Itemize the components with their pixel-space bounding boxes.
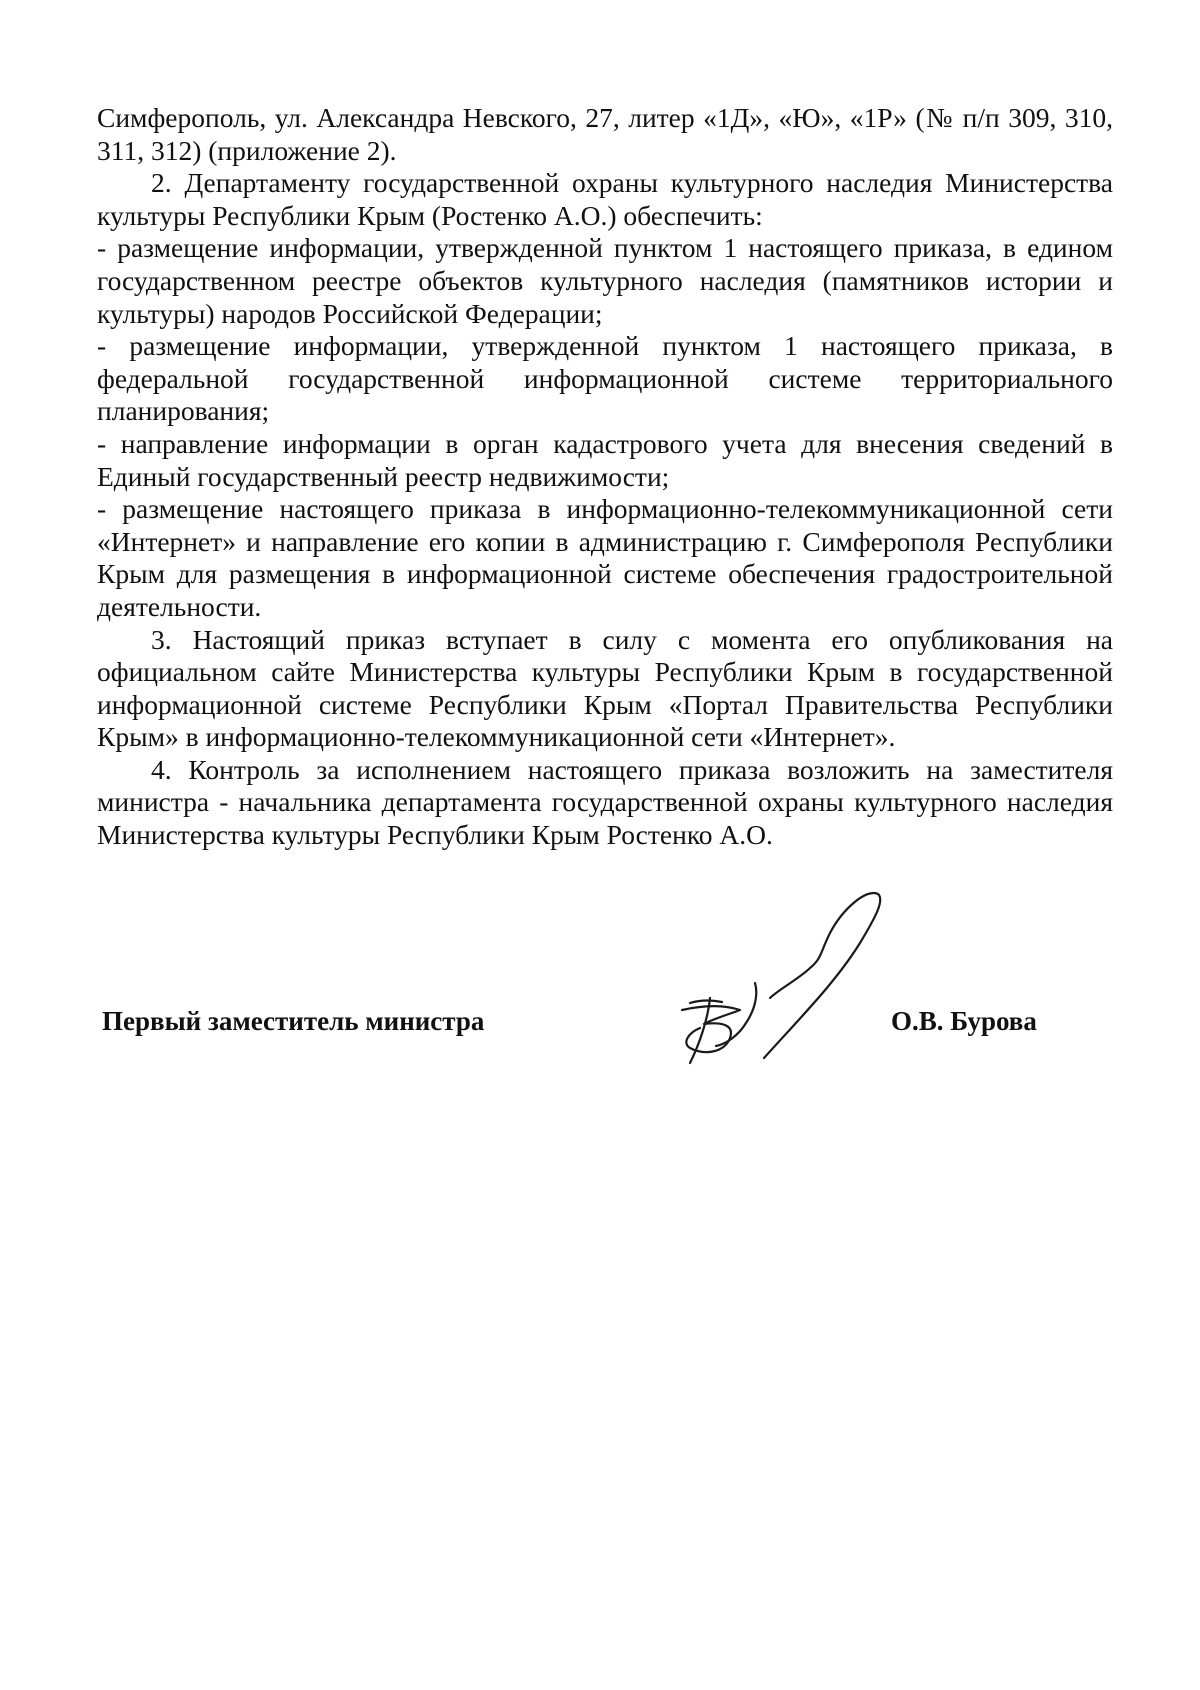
paragraph-bullet-internet-publication: - размещение настоящего приказа в информационно-телекоммуникационной сети «Интернет» и направление его копии в администрацию г. Симферополя Республики Крым для размещения в информационной системе обеспечения градостроительной деятельности. — [97, 493, 1113, 622]
paragraph-bullet-cadastre: - направление информации в орган кадастрового учета для внесения сведений в Единый государственный реестр недвижимости; — [97, 427, 1113, 492]
paragraph-item-4: 4. Контроль за исполнением настоящего приказа возложить на заместителя министра - начальника департамента государственной охраны культурного наследия Министерства культуры Республики Крым Ростенко А.О. — [97, 753, 1113, 851]
document-body — [97, 102, 1113, 852]
paragraph-item-3: 3. Настоящий приказ вступает в силу с момента его опубликования на официальном сайте Министерства культуры Республики Крым в государственной информационной системе Республики Крым «Портал Правительства Республики Крым» в информационно-телекоммуникационной сети «Интернет». — [97, 623, 1113, 753]
paragraph-item-2: 2. Департаменту государственной охраны культурного наследия Министерства культуры Республики Крым (Ростенко А.О.) обеспечить: — [97, 167, 1113, 231]
paragraph-bullet-planning-system: - размещение информации, утвержденной пунктом 1 настоящего приказа, в федеральной государственной информационной системе территориального планирования; — [97, 330, 1113, 427]
signer-name: О.В. Бурова — [891, 1006, 1037, 1036]
paragraph-bullet-registry: - размещение информации, утвержденной пунктом 1 настоящего приказа, в едином государственном реестре объектов культурного наследия (памятников истории и культуры) народов Российской Федерации; — [97, 232, 1113, 329]
signer-position: Первый заместитель министра — [102, 1006, 485, 1036]
paragraph-address-continuation: Симферополь, ул. Александра Невского, 27, литер «1Д», «Ю», «1Р» (№ п/п 309, 310, 311, 312) (приложение 2). — [97, 102, 1113, 166]
signature-block — [97, 1006, 1113, 1046]
